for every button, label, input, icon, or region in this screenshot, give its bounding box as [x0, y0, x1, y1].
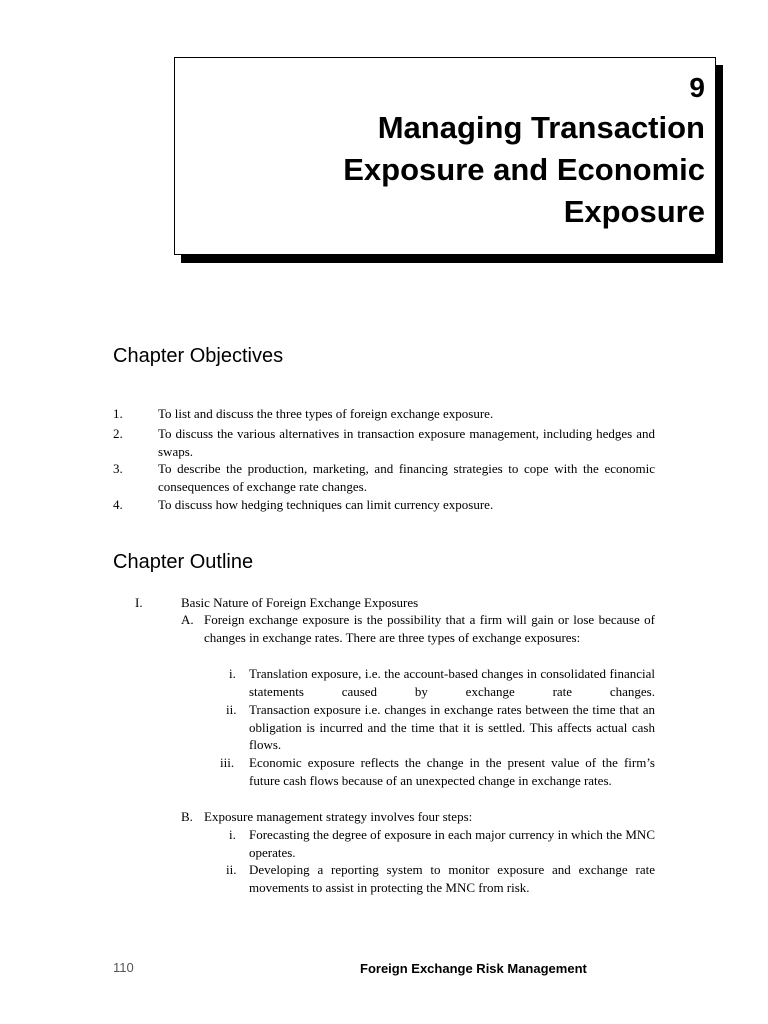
chapter-title-line: Exposure and Economic	[343, 152, 705, 187]
objective-number: 3.	[113, 461, 123, 476]
objective-number: 2.	[113, 426, 123, 441]
chapter-title-line: Exposure	[563, 194, 705, 229]
outline-item-text: Translation exposure, i.e. the account-based changes in consolidated financial statements caused by exchange rate changes.	[249, 666, 655, 699]
outline-item-text: Transaction exposure i.e. changes in exchange rates between the time that an obligation is incurred and the time that it is settled. This affects actual cash flows.	[249, 702, 655, 752]
chapter-number: 9	[689, 72, 705, 103]
outline-item-text: Economic exposure reflects the change in the present value of the firm’s future cash flows because of an unexpected change in exchange rates.	[249, 755, 655, 788]
outline-subsection-letter: B.	[181, 809, 193, 824]
objective-number: 4.	[113, 497, 123, 512]
outline-heading: Chapter Outline	[113, 551, 254, 573]
page-number: 110	[113, 960, 134, 975]
chapter-title-box	[174, 57, 716, 255]
objectives-heading: Chapter Objectives	[113, 345, 284, 367]
objective-text: To describe the production, marketing, and financing strategies to cope with the economic consequences of exchange rate changes.	[158, 461, 655, 494]
outline-subsection-text: Foreign exchange exposure is the possibility that a firm will gain or lose because of changes in exchange rates. There are three types of exchange exposures:	[204, 612, 655, 645]
objective-text: To discuss the various alternatives in transaction exposure management, including hedges and swaps.	[158, 426, 655, 459]
running-footer-title: Foreign Exchange Risk Management	[360, 961, 587, 976]
outline-subsection-letter: A.	[181, 612, 194, 627]
outline-item-text: Forecasting the degree of exposure in each major currency in which the MNC operates.	[249, 827, 655, 860]
objective-text: To discuss how hedging techniques can limit currency exposure.	[158, 497, 494, 512]
objective-text: To list and discuss the three types of foreign exchange exposure.	[158, 406, 494, 421]
outline-section-title: Basic Nature of Foreign Exchange Exposures	[181, 595, 419, 610]
chapter-title-line: Managing Transaction	[377, 110, 705, 145]
objective-number: 1.	[113, 406, 123, 421]
outline-section-number: I.	[135, 595, 143, 610]
outline-item-number: ii.	[226, 862, 237, 877]
outline-subsection-text: Exposure management strategy involves four steps:	[204, 809, 473, 824]
outline-item-number: i.	[229, 666, 236, 681]
outline-item-text: Developing a reporting system to monitor exposure and exchange rate movements to assist in protecting the MNC from risk.	[249, 862, 655, 895]
outline-item-number: i.	[229, 827, 236, 842]
outline-item-number: iii.	[220, 755, 235, 770]
outline-item-number: ii.	[226, 702, 237, 717]
